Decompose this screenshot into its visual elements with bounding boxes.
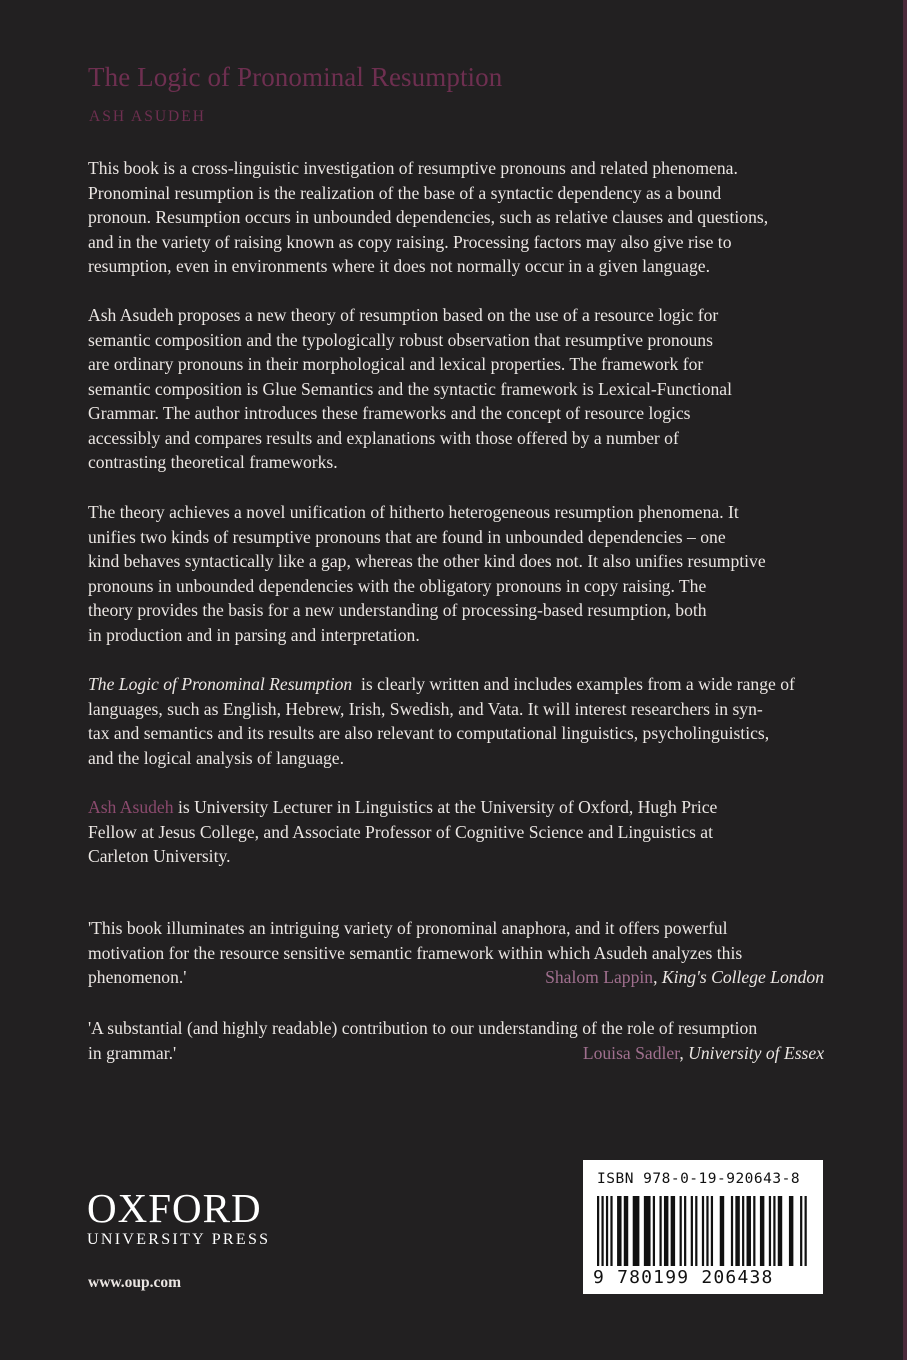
text-line: tax and semantics and its results are also relevant to computational linguistics, psycholinguistics, bbox=[88, 723, 770, 743]
barcode-bar bbox=[800, 1196, 802, 1266]
publisher-logo bbox=[87, 1186, 270, 1249]
publisher-name: OXFORD bbox=[87, 1185, 262, 1231]
text-line: Ash Asudeh proposes a new theory of resumption based on the use of a resource logic for bbox=[88, 305, 719, 325]
barcode-bars bbox=[597, 1196, 809, 1266]
quote-line: 'This book illuminates an intriguing variety of pronominal anaphora, and it offers powerful bbox=[88, 918, 728, 938]
barcode-bar bbox=[711, 1196, 713, 1266]
text-line bbox=[88, 795, 838, 820]
barcode-digits: 9 780199 206438 bbox=[593, 1267, 774, 1288]
barcode-bar bbox=[671, 1196, 675, 1266]
spine-edge-strip bbox=[903, 0, 907, 1360]
text-line: accessibly and compares results and explanations with those offered by a number of bbox=[88, 427, 679, 448]
text-line: Pronominal resumption is the realization of the base of a syntactic dependency as a bound bbox=[88, 182, 722, 203]
text-fragment: is University Lecturer in Linguistics at the University of Oxford, Hugh Price bbox=[177, 797, 718, 817]
barcode-bar bbox=[633, 1196, 640, 1266]
quote-line: phenomenon.' bbox=[88, 967, 187, 987]
barcode-bar bbox=[691, 1196, 693, 1266]
blurb-paragraph-4 bbox=[88, 672, 838, 770]
publisher-subname: UNIVERSITY PRESS bbox=[87, 1231, 271, 1248]
text-line: pronoun. Resumption occurs in unbounded dependencies, such as relative clauses and questions, bbox=[88, 207, 769, 227]
text-line: languages, such as English, Hebrew, Irish, Swedish, and Vata. It will interest researchers in syn- bbox=[88, 698, 763, 719]
barcode-bar bbox=[664, 1196, 668, 1266]
text-line: The theory achieves a novel unification of hitherto heterogeneous resumption phenomena. It bbox=[88, 502, 739, 522]
publisher-url: www.oup.com bbox=[88, 1274, 182, 1291]
endorser-affiliation: University of Essex bbox=[688, 1042, 824, 1063]
barcode-bar bbox=[769, 1196, 771, 1266]
text-line: Carleton University. bbox=[88, 846, 231, 866]
barcode-bar bbox=[680, 1196, 682, 1266]
text-line: semantic composition and the typologically robust observation that resumptive pronouns bbox=[88, 329, 713, 350]
endorsement-quote-1 bbox=[88, 916, 824, 990]
quote-line: in grammar.' bbox=[88, 1042, 177, 1063]
barcode-bar bbox=[778, 1196, 782, 1266]
barcode-bar bbox=[601, 1196, 603, 1266]
barcode-bar bbox=[617, 1196, 621, 1266]
endorser-affiliation: King's College London bbox=[661, 967, 824, 987]
text-line: and in the variety of raising known as copy raising. Processing factors may also give rise to bbox=[88, 231, 732, 252]
text-line: contrasting theoretical frameworks. bbox=[88, 452, 338, 472]
barcode-bar bbox=[789, 1196, 793, 1266]
endorser-name: Louisa Sadler bbox=[582, 1042, 680, 1063]
endorsement-quote-2 bbox=[88, 1016, 824, 1065]
barcode-bar bbox=[653, 1196, 655, 1266]
text-line: kind behaves syntactically like a gap, whereas the other kind does not. It also unifies resumptive bbox=[88, 551, 766, 571]
barcode-bar bbox=[610, 1196, 612, 1266]
book-title-italic: The Logic of Pronominal Resumption bbox=[88, 674, 353, 694]
barcode-bar bbox=[742, 1196, 744, 1266]
barcode-bar bbox=[624, 1196, 628, 1266]
text-line: resumption, even in environments where it does not normally occur in a given language. bbox=[88, 256, 710, 276]
text-line: This book is a cross-linguistic investigation of resumptive pronouns and related phenomena. bbox=[88, 158, 738, 178]
blurb-paragraph-2 bbox=[88, 303, 838, 475]
isbn-label: ISBN 978-0-19-920643-8 bbox=[597, 1171, 801, 1187]
text-fragment: is clearly written and includes examples from a wide range of bbox=[361, 674, 795, 694]
text-line: in production and in parsing and interpretation. bbox=[88, 624, 420, 645]
barcode-bar bbox=[684, 1196, 686, 1266]
text-line: pronouns in unbounded dependencies with the obligatory pronouns in copy raising. The bbox=[88, 575, 707, 596]
barcode-bar bbox=[702, 1196, 704, 1266]
text-line bbox=[88, 672, 838, 697]
text-line: theory provides the basis for a new understanding of processing-based resumption, both bbox=[88, 600, 707, 620]
text-line: unifies two kinds of resumptive pronouns that are found in unbounded dependencies – one bbox=[88, 526, 726, 547]
blurb-paragraph-1 bbox=[88, 156, 838, 279]
author-name: ASH ASUDEH bbox=[89, 108, 206, 125]
barcode-bar bbox=[606, 1196, 608, 1266]
barcode-bar bbox=[731, 1196, 733, 1266]
bio-author-name: Ash Asudeh bbox=[88, 797, 174, 817]
quote-attribution: Shalom Lappin, King's College London bbox=[545, 967, 824, 987]
barcode-bar bbox=[760, 1196, 764, 1266]
isbn-barcode bbox=[583, 1160, 823, 1294]
barcode-bar bbox=[747, 1196, 751, 1266]
blurb-paragraph-3 bbox=[88, 500, 838, 647]
endorser-name: Shalom Lappin bbox=[545, 967, 654, 987]
author-bio bbox=[88, 795, 838, 869]
barcode-bar bbox=[695, 1196, 697, 1266]
barcode-bar bbox=[597, 1196, 599, 1266]
barcode-bar bbox=[735, 1196, 739, 1266]
barcode-bar bbox=[720, 1196, 724, 1266]
barcode-bar bbox=[644, 1196, 651, 1266]
quote-line: 'A substantial (and highly readable) contribution to our understanding of the role of resumption bbox=[88, 1018, 758, 1038]
quote-line: motivation for the resource sensitive semantic framework within which Asudeh analyzes this bbox=[88, 942, 743, 963]
book-title: The Logic of Pronominal Resumption bbox=[88, 62, 503, 92]
text-line: and the logical analysis of language. bbox=[88, 747, 345, 768]
text-line: Grammar. The author introduces these frameworks and the concept of resource logics bbox=[88, 403, 691, 423]
barcode-bar bbox=[753, 1196, 755, 1266]
quote-attribution: Louisa Sadler, University of Essex bbox=[582, 1042, 824, 1063]
text-line: are ordinary pronouns in their morphological and lexical properties. The framework for bbox=[88, 354, 704, 374]
barcode-bar bbox=[659, 1196, 661, 1266]
barcode-bar bbox=[706, 1196, 708, 1266]
text-line: semantic composition is Glue Semantics and the syntactic framework is Lexical-Functional bbox=[88, 378, 732, 399]
barcode-bar bbox=[773, 1196, 775, 1266]
text-line: Fellow at Jesus College, and Associate Professor of Cognitive Science and Linguistics at bbox=[88, 821, 713, 842]
barcode-bar bbox=[805, 1196, 807, 1266]
